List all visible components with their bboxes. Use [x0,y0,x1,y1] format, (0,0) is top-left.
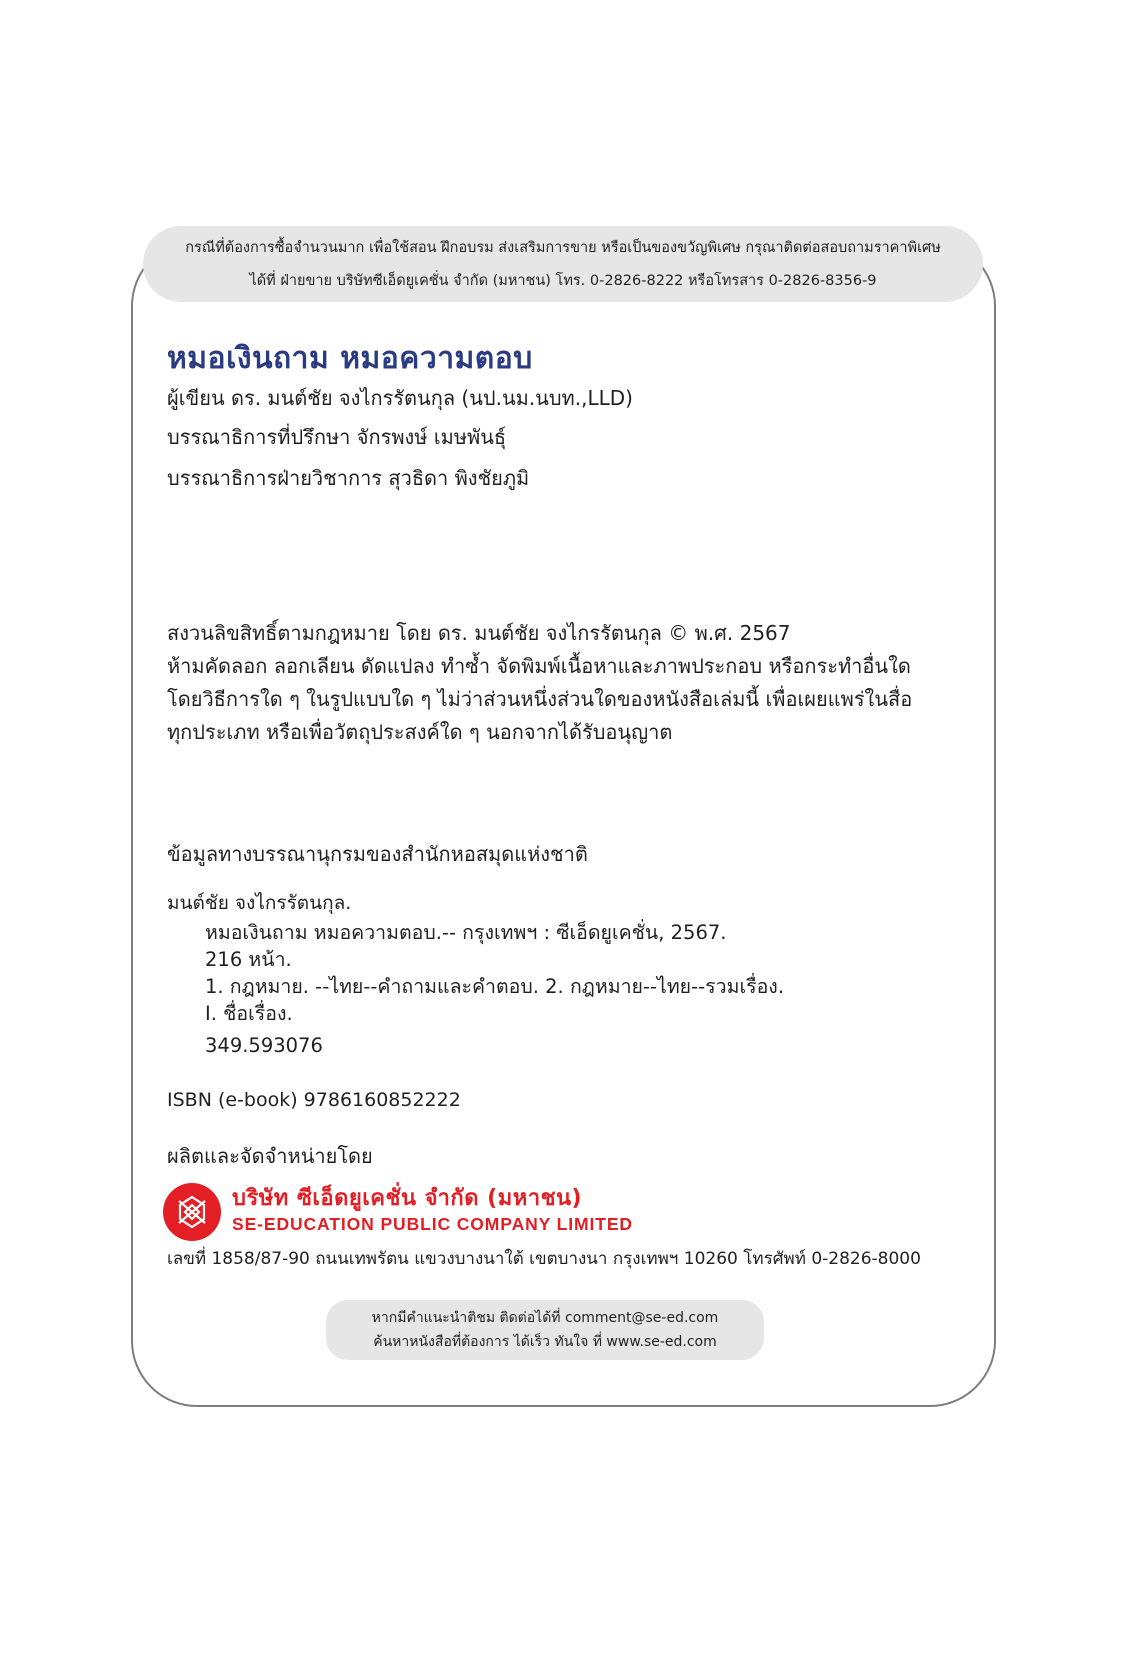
cataloging-author: มนต์ชัย จงไกรรัตนกุล. [167,892,352,914]
isbn: ISBN (e-book) 9786160852222 [167,1089,461,1111]
bulk-order-banner [143,226,983,302]
publisher-address: เลขที่ 1858/87-90 ถนนเทพรัตน แขวงบางนาใต้ เขตบางนา กรุงเทพฯ 10260 โทรศัพท์ 0-2826-8000 [167,1249,921,1269]
cataloging-subjects: 1. กฎหมาย. --ไทย--คำถามและคำตอบ. 2. กฎหมาย--ไทย--รวมเรื่อง. [205,975,785,998]
cataloging-pages: 216 หน้า. [205,948,292,971]
advisor-editor-credit: บรรณาธิการที่ปรึกษา จักรพงษ์ เมษพันธุ์ [167,425,507,449]
publisher-name-english: SE-EDUCATION PUBLIC COMPANY LIMITED [232,1214,633,1234]
copyright-line-4: ทุกประเภท หรือเพื่อวัตถุประสงค์ใด ๆ นอกจากได้รับอนุญาต [167,720,673,744]
cataloging-title-entry: หมอเงินถาม หมอความตอบ.-- กรุงเทพฯ : ซีเอ็ดยูเคชั่น, 2567. [205,921,727,944]
cataloging-header: ข้อมูลทางบรรณานุกรมของสำนักหอสมุดแห่งชาติ [167,842,588,866]
copyright-line-3: โดยวิธีการใด ๆ ในรูปแบบใด ๆ ไม่ว่าส่วนหนึ่งส่วนใดของหนังสือเล่มนี้ เพื่อเผยแพร่ในสื่อ [167,687,913,711]
bulk-order-line-1: กรณีที่ต้องการซื้อจำนวนมาก เพื่อใช้สอน ฝึกอบรม ส่งเสริมการขาย หรือเป็นของขวัญพิเศษ กรุณาติดต่อสอบถามราคาพิเศษ [185,240,941,256]
feedback-banner [326,1300,764,1360]
copyright-notice [167,617,967,749]
bulk-order-line-2: ได้ที่ ฝ่ายขาย บริษัทซีเอ็ดยูเคชั่น จำกัด (มหาชน) โทร. 0-2826-8222 หรือโทรสาร 0-2826-8356-9 [249,273,877,289]
se-ed-logo-icon [163,1183,221,1241]
feedback-email-line: หากมีคำแนะนำติชม ติดต่อได้ที่ comment@se-ed.com [371,1310,719,1326]
website-line: ค้นหาหนังสือที่ต้องการ ได้เร็ว ทันใจ ที่ www.se-ed.com [373,1334,717,1350]
book-title: หมอเงินถาม หมอความตอบ [167,341,533,376]
producer-label: ผลิตและจัดจำหน่ายโดย [167,1144,373,1168]
cataloging-title-heading: I. ชื่อเรื่อง. [205,1002,293,1025]
copyright-line-2: ห้ามคัดลอก ลอกเลียน ดัดแปลง ทำซ้ำ จัดพิมพ์เนื้อหาและภาพประกอบ หรือกระทำอื่นใด [167,654,911,678]
academic-editor-credit: บรรณาธิการฝ่ายวิชาการ สุวธิดา พิงชัยภูมิ [167,466,530,490]
publisher-name-thai: บริษัท ซีเอ็ดยูเคชั่น จำกัด (มหาชน) [232,1186,583,1211]
copyright-line-1: สงวนลิขสิทธิ์ตามกฎหมาย โดย ดร. มนต์ชัย จงไกรรัตนกุล © พ.ศ. 2567 [167,621,791,645]
author-credit: ผู้เขียน ดร. มนต์ชัย จงไกรรัตนกุล (นป.นม.นบท.,LLD) [167,386,633,410]
cataloging-class-number: 349.593076 [205,1034,323,1057]
